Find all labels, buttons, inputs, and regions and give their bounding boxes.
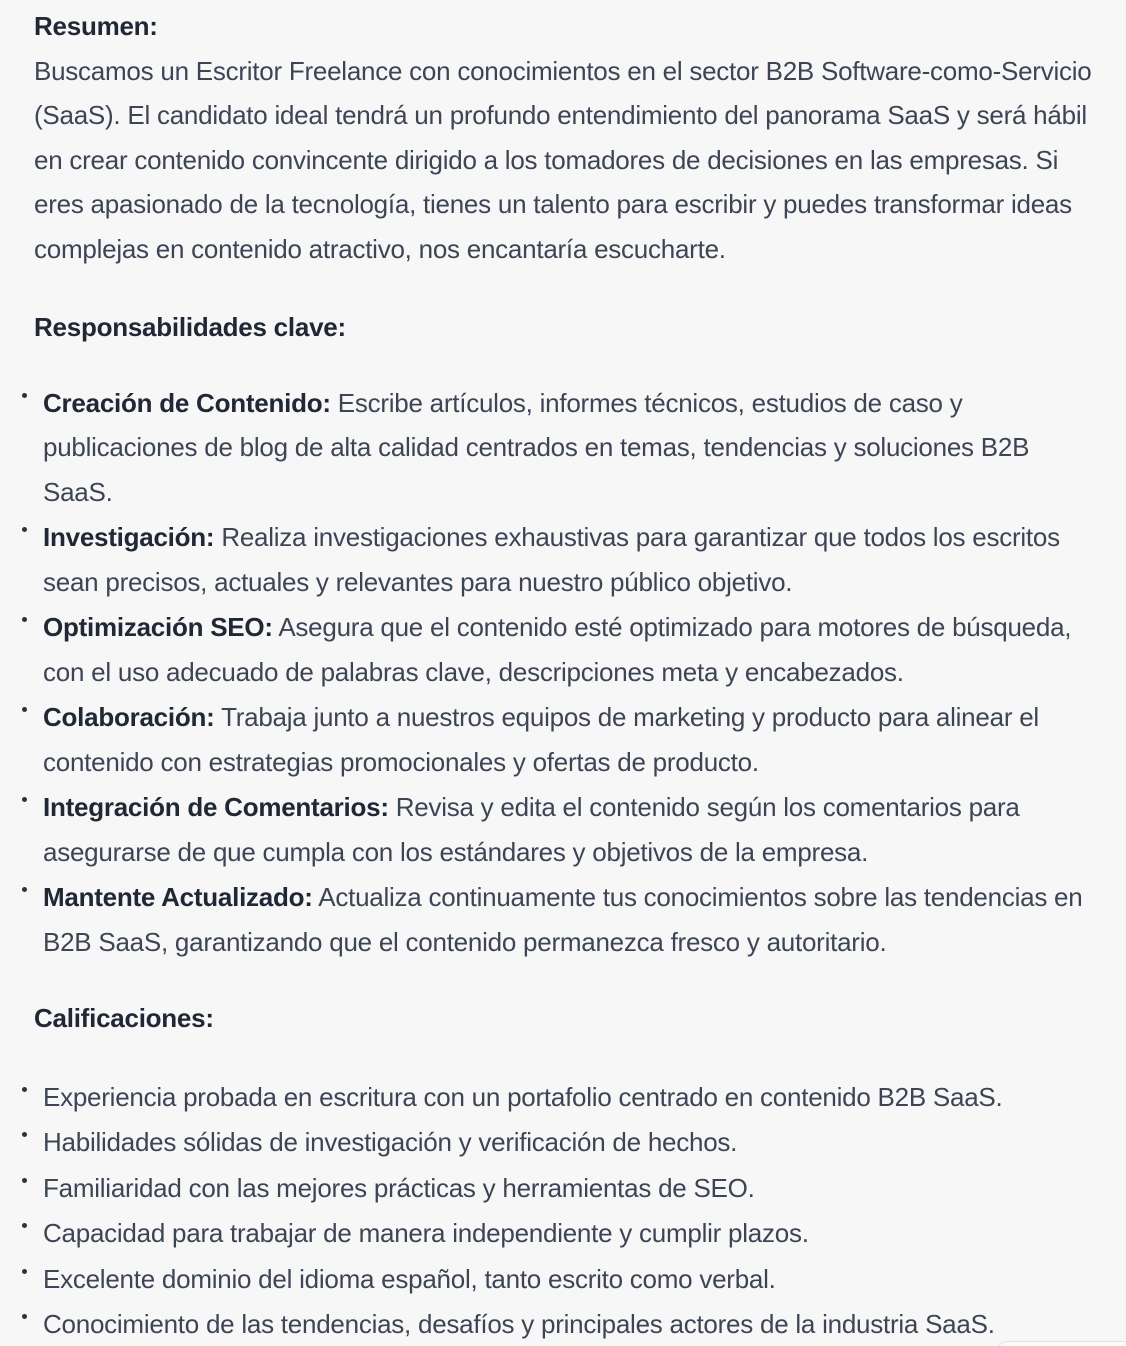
bullet-marker-icon: [22, 393, 27, 398]
list-item-label: Integración de Comentarios:: [43, 792, 389, 822]
list-item: [34, 1257, 1096, 1302]
list-item-text: Familiaridad con las mejores prácticas y herramientas de SEO.: [43, 1172, 755, 1203]
list-item-text: Capacidad para trabajar de manera independiente y cumplir plazos.: [43, 1218, 809, 1248]
list-item: [34, 1075, 1096, 1120]
cutoff-bottom-right-control[interactable]: [997, 1341, 1126, 1346]
bullet-marker-icon: [22, 617, 27, 622]
list-item-text: Realiza investigaciones exhaustivas para garantizar que todos los escritos sean precisos, actuales y relevantes para nuestro público objetivo.: [43, 522, 1060, 597]
bullet-marker-icon: [22, 1178, 27, 1183]
list-item: [34, 605, 1096, 694]
list-item-text: Escribe artículos, informes técnicos, estudios de caso y publicaciones de blog de alta calidad centrados en temas, tendencias y soluciones B2B SaaS.: [43, 387, 1030, 507]
summary-heading: [34, 4, 1096, 49]
list-item-text: Experiencia probada en escritura con un portafolio centrado en contenido B2B SaaS.: [43, 1081, 1003, 1112]
list-item-label: Colaboración:: [43, 702, 215, 732]
list-item-text: Conocimiento de las tendencias, desafíos y principales actores de la industria SaaS.: [43, 1309, 995, 1339]
list-item-label: Investigación:: [43, 522, 215, 552]
qualifications-heading-text: Calificaciones:: [34, 1003, 214, 1033]
summary-section: [34, 4, 1096, 271]
responsibilities-list: [34, 381, 1096, 965]
bullet-marker-icon: [22, 1314, 27, 1319]
bullet-marker-icon: [22, 1132, 27, 1137]
list-item-label: Mantente Actualizado:: [43, 882, 313, 912]
list-item-text: Trabaja junto a nuestros equipos de marketing y producto para alinear el contenido con estrategias promocionales y ofertas de producto.: [43, 702, 1039, 777]
bullet-marker-icon: [22, 1087, 27, 1092]
bullet-marker-icon: [22, 1269, 27, 1274]
list-item-text: Actualiza continuamente tus conocimientos sobre las tendencias en B2B SaaS, garantizando que el contenido permanezca fresco y autoritario.: [43, 882, 1083, 957]
responsibilities-heading: [34, 305, 1096, 350]
summary-heading-text: Resumen:: [34, 11, 158, 41]
bullet-marker-icon: [22, 797, 27, 802]
qualifications-heading: [34, 996, 1096, 1041]
bullet-marker-icon: [22, 1223, 27, 1228]
list-item: [34, 875, 1096, 964]
list-item: [34, 1166, 1096, 1211]
qualifications-list: [34, 1075, 1096, 1346]
responsibilities-heading-text: Responsabilidades clave:: [34, 312, 346, 342]
responsibilities-section: [34, 305, 1096, 964]
qualifications-section: [34, 996, 1096, 1346]
bullet-marker-icon: [22, 887, 27, 892]
list-item-text: Asegura que el contenido esté optimizado para motores de búsqueda, con el uso adecuado de palabras clave, descripciones meta y encabezados.: [43, 612, 1072, 687]
bullet-marker-icon: [22, 707, 27, 712]
list-item-text: Excelente dominio del idioma español, tanto escrito como verbal.: [43, 1263, 776, 1294]
list-item: [34, 695, 1096, 784]
list-item: [34, 515, 1096, 604]
list-item: [34, 1211, 1096, 1256]
list-item: [34, 381, 1096, 515]
list-item-label: Creación de Contenido:: [43, 387, 331, 418]
summary-paragraph: Buscamos un Escritor Freelance con conocimientos en el sector B2B Software-como-Servicio (SaaS). El candidato ideal tendrá un profundo entendimiento del panorama SaaS y será hábil en crear contenido convincente dirigido a los tomadores de decisiones en las empresas. Si eres apasionado de la tecnología, tienes un talento para escribir y puedes transformar ideas complejas en contenido atractivo, nos encantaría escucharte.: [34, 55, 1092, 264]
list-item-text: Habilidades sólidas de investigación y verificación de hechos.: [43, 1127, 738, 1157]
list-item: [34, 1302, 1096, 1346]
list-item: [34, 785, 1096, 874]
bullet-marker-icon: [22, 527, 27, 532]
list-item-text: Revisa y edita el contenido según los comentarios para asegurarse de que cumpla con los estándares y objetivos de la empresa.: [43, 792, 1020, 867]
list-item-label: Optimización SEO:: [43, 612, 273, 642]
list-item: [34, 1120, 1096, 1165]
